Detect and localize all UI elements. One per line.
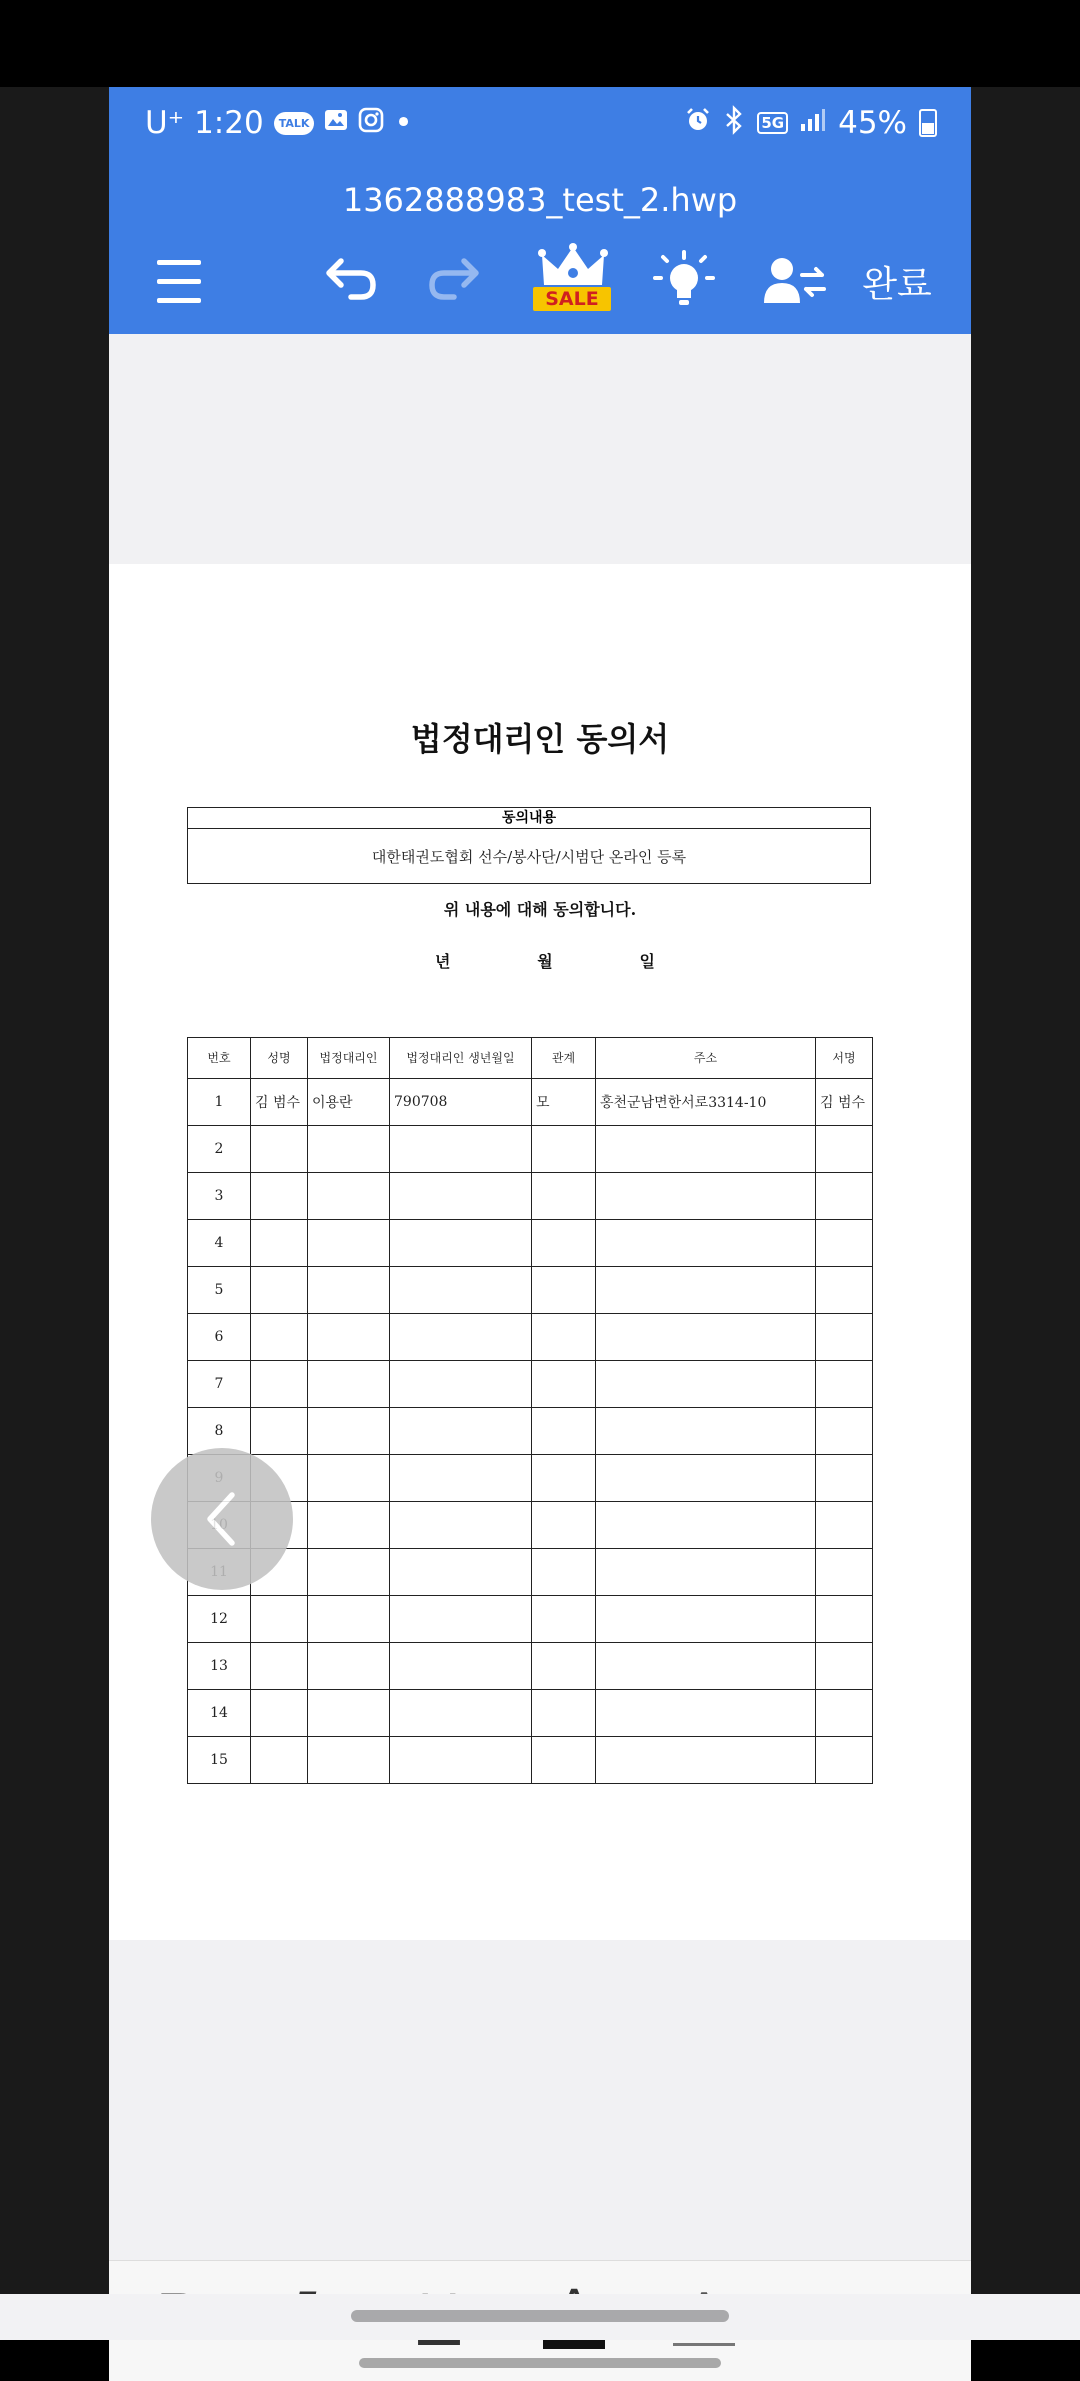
cell-address[interactable] [596,1737,816,1784]
cell-relation[interactable] [532,1502,596,1549]
sale-crown-button[interactable] [531,243,615,319]
lightbulb-icon [651,248,717,314]
cell-signature[interactable] [816,1690,873,1737]
col-header-number: 번호 [188,1038,251,1079]
bluetooth-icon [723,106,745,141]
cell-relation[interactable] [532,1314,596,1361]
cell-address[interactable] [596,1643,816,1690]
cell-signature[interactable]: 김 범수 [816,1079,873,1126]
cell-birthdate[interactable] [390,1502,532,1549]
font-color-swatch [543,2339,605,2349]
cell-relation[interactable] [532,1220,596,1267]
document-filename: 1362888983_test_2.hwp [109,169,971,231]
cell-relation[interactable] [532,1596,596,1643]
done-button[interactable]: 완료 [862,263,932,305]
cell-guardian[interactable] [308,1314,390,1361]
cell-name[interactable] [251,1220,308,1267]
col-header-guardian: 법정대리인 [308,1038,390,1079]
cell-number[interactable]: 14 [188,1690,251,1737]
table-row [188,1643,873,1690]
table-row [188,1408,873,1455]
date-year-label: 년 [435,952,451,971]
notification-dot: • [394,105,413,141]
cell-relation[interactable] [532,1737,596,1784]
cell-relation[interactable] [532,1173,596,1220]
cell-guardian[interactable] [308,1361,390,1408]
consent-text: 대한태권도협회 선수/봉사단/시범단 온라인 등록 [371,848,687,866]
cell-address[interactable] [596,1267,816,1314]
hamburger-icon-bar [157,298,201,303]
col-header-address: 주소 [596,1038,816,1079]
cell-name[interactable] [251,1173,308,1220]
cell-signature[interactable] [816,1267,873,1314]
table-header-row [188,1038,873,1079]
cell-name[interactable] [251,1643,308,1690]
table-row [188,1549,873,1596]
network-5g-icon: 5G [757,112,788,134]
cell-guardian[interactable] [308,1549,390,1596]
cell-address[interactable] [596,1220,816,1267]
cell-signature[interactable] [816,1643,873,1690]
cell-signature[interactable] [816,1502,873,1549]
col-header-name: 성명 [251,1038,308,1079]
cell-birthdate[interactable]: 790708 [390,1079,532,1126]
cell-birthdate[interactable] [390,1314,532,1361]
cell-signature[interactable] [816,1455,873,1502]
system-navigation-bar [0,2294,1080,2340]
kakaotalk-icon: TALK [274,112,315,135]
redo-button[interactable] [426,243,486,319]
agree-statement: 위 내용에 대해 동의합니다. [443,900,637,919]
signal-icon [800,108,826,139]
col-header-signature: 서명 [816,1038,873,1079]
cell-address[interactable] [596,1549,816,1596]
cell-relation[interactable] [532,1361,596,1408]
cell-name[interactable] [251,1361,308,1408]
cell-number[interactable]: 2 [188,1126,251,1173]
cell-name[interactable] [251,1596,308,1643]
cell-number[interactable]: 13 [188,1643,251,1690]
cell-guardian[interactable] [308,1173,390,1220]
date-month-label: 월 [537,952,553,971]
table-row [188,1079,873,1126]
sale-badge: SALE [533,287,611,311]
battery-icon [919,109,937,137]
previous-page-button[interactable] [151,1448,293,1590]
cell-birthdate[interactable] [390,1549,532,1596]
table-row [188,1314,873,1361]
cell-guardian[interactable] [308,1690,390,1737]
cell-name[interactable] [251,1267,308,1314]
cell-address[interactable] [596,1173,816,1220]
highlight-swatch [673,2343,735,2346]
cell-relation[interactable]: 모 [532,1079,596,1126]
clock: 1:20 [194,105,264,141]
cell-address[interactable]: 홍천군남면한서로3314-10 [596,1079,816,1126]
cell-number[interactable]: 15 [188,1737,251,1784]
document-canvas[interactable] [109,334,971,2260]
cell-guardian[interactable] [308,1455,390,1502]
user-exchange-icon [762,253,826,309]
cell-name[interactable] [251,1126,308,1173]
cell-relation[interactable] [532,1267,596,1314]
cell-number[interactable]: 12 [188,1596,251,1643]
scroll-handle[interactable] [359,2358,721,2368]
cell-birthdate[interactable] [390,1220,532,1267]
device-frame-left [0,87,109,2294]
editor-toolbar [109,231,971,334]
cell-birthdate[interactable] [390,1267,532,1314]
cell-number[interactable]: 1 [188,1079,251,1126]
cell-birthdate[interactable] [390,1643,532,1690]
cell-address[interactable] [596,1314,816,1361]
device-frame-right [971,87,1080,2294]
cell-address[interactable] [596,1126,816,1173]
cell-birthdate[interactable] [390,1361,532,1408]
cell-address[interactable] [596,1361,816,1408]
cell-signature[interactable] [816,1220,873,1267]
cell-relation[interactable] [532,1408,596,1455]
undo-button[interactable] [319,243,379,319]
cell-signature[interactable] [816,1173,873,1220]
cell-guardian[interactable]: 이용란 [308,1079,390,1126]
cell-birthdate[interactable] [390,1690,532,1737]
cell-address[interactable] [596,1502,816,1549]
table-row [188,1361,873,1408]
cell-name[interactable] [251,1737,308,1784]
alarm-icon [685,107,711,140]
cell-address[interactable] [596,1408,816,1455]
cell-birthdate[interactable] [390,1126,532,1173]
status-bar [109,87,971,169]
cell-relation[interactable] [532,1690,596,1737]
table-row [188,1596,873,1643]
cell-signature[interactable] [816,1596,873,1643]
undo-icon [321,257,377,305]
cell-birthdate[interactable] [390,1737,532,1784]
instagram-icon [358,107,384,140]
tips-button[interactable] [647,243,721,319]
guardian-table [187,1037,873,1784]
cell-signature[interactable] [816,1361,873,1408]
cell-relation[interactable] [532,1455,596,1502]
table-row [188,1173,873,1220]
cell-number[interactable]: 3 [188,1173,251,1220]
cell-signature[interactable] [816,1408,873,1455]
table-row [188,1267,873,1314]
cell-guardian[interactable] [308,1126,390,1173]
cell-guardian[interactable] [308,1737,390,1784]
consent-header: 동의내용 [188,808,870,829]
cell-signature[interactable] [816,1126,873,1173]
cell-birthdate[interactable] [390,1455,532,1502]
cell-birthdate[interactable] [390,1173,532,1220]
home-gesture-handle[interactable] [351,2310,729,2322]
cell-guardian[interactable] [308,1502,390,1549]
date-day-label: 일 [639,952,655,971]
cell-number[interactable]: 7 [188,1361,251,1408]
cell-number[interactable]: 6 [188,1314,251,1361]
cell-guardian[interactable] [308,1596,390,1643]
cell-relation[interactable] [532,1549,596,1596]
cell-name[interactable] [251,1314,308,1361]
redo-icon [428,257,484,305]
cell-number[interactable]: 4 [188,1220,251,1267]
battery-percent: 45% [838,105,907,141]
gallery-icon [324,108,348,139]
app-screen [109,87,971,2294]
cell-number[interactable]: 8 [188,1408,251,1455]
table-row [188,1220,873,1267]
col-header-guardian-birthdate: 법정대리인 생년월일 [390,1038,532,1079]
page-title: 법정대리인 동의서 [410,720,670,758]
table-row [188,1126,873,1173]
date-line [435,949,655,972]
cell-address[interactable] [596,1455,816,1502]
collaborate-button[interactable] [759,243,829,319]
chevron-left-icon [202,1489,242,1549]
cell-signature[interactable] [816,1314,873,1361]
table-row [188,1737,873,1784]
table-row [188,1455,873,1502]
carrier-label: U⁺ [145,105,185,141]
hamburger-icon-bar [157,279,201,284]
menu-button[interactable] [149,243,209,319]
table-row [188,1690,873,1737]
cell-relation[interactable] [532,1643,596,1690]
cell-name[interactable]: 김 범수 [251,1079,308,1126]
cell-name[interactable] [251,1408,308,1455]
document-page[interactable] [109,564,971,1940]
cell-signature[interactable] [816,1737,873,1784]
cell-number[interactable]: 5 [188,1267,251,1314]
cell-birthdate[interactable] [390,1596,532,1643]
cell-guardian[interactable] [308,1220,390,1267]
cell-relation[interactable] [532,1126,596,1173]
consent-box [187,807,871,884]
cell-signature[interactable] [816,1549,873,1596]
cell-address[interactable] [596,1690,816,1737]
cell-guardian[interactable] [308,1643,390,1690]
cell-name[interactable] [251,1690,308,1737]
hamburger-icon [157,260,201,265]
cell-guardian[interactable] [308,1408,390,1455]
cell-address[interactable] [596,1596,816,1643]
cell-guardian[interactable] [308,1267,390,1314]
cell-birthdate[interactable] [390,1408,532,1455]
col-header-relation: 관계 [532,1038,596,1079]
